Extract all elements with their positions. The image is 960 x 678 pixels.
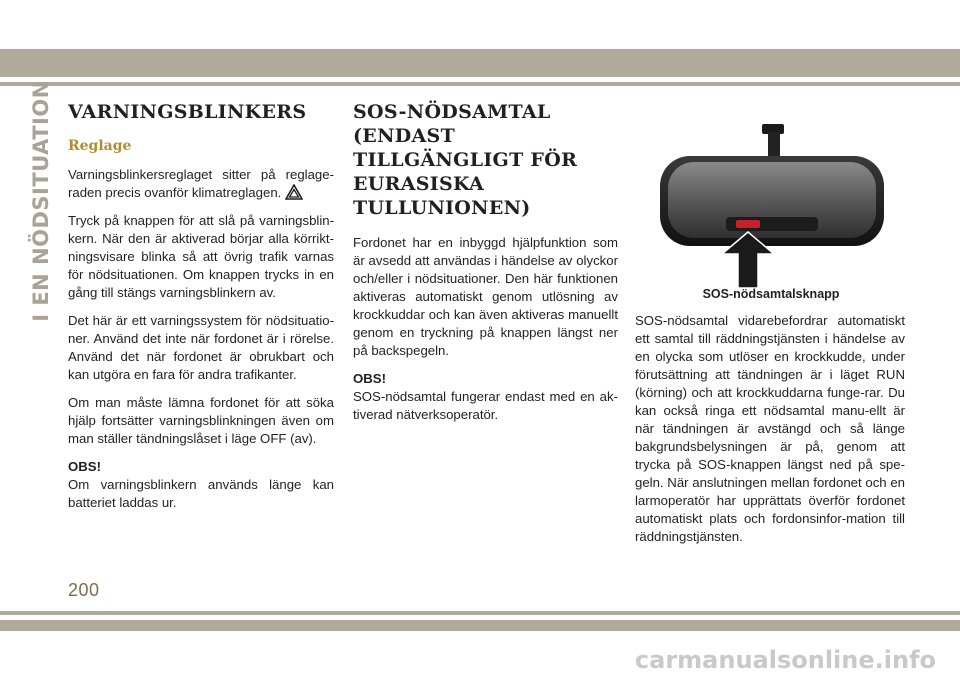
section-side-tab-label: I EN NÖDSITUATION bbox=[29, 80, 53, 322]
sos-description-column bbox=[635, 312, 905, 556]
sos-note-text: SOS-nödsamtal fungerar endast med en ak-tiverad nätverksoperatör. bbox=[353, 389, 618, 422]
figure-caption: SOS-nödsamtalsknapp bbox=[702, 287, 840, 301]
bottom-decorative-line bbox=[0, 611, 960, 615]
sos-call-paragraph-1: Fordonet har en inbyggd hjälpfunktion som är avsedd att användas i händelse av olyckor och/eller i nödsituationer. Den här funktionen aktiveras automatiskt genom utlösning av krockkuddar och kan även aktiveras manuellt genom en tryckning på knappen längst ner på backspegeln. bbox=[353, 235, 618, 358]
sos-call-column bbox=[353, 100, 618, 434]
rearview-mirror-figure bbox=[640, 122, 902, 292]
sos-call-note bbox=[353, 370, 618, 424]
rearview-mirror-illustration bbox=[640, 122, 902, 292]
hazard-lights-paragraph-1 bbox=[68, 166, 334, 202]
note-text: Om varningsblinkern används länge kan batteriet laddas ur. bbox=[68, 477, 334, 510]
hazard-lights-paragraph-4: Om man måste lämna fordonet för att söka hjälp fortsätter varningsblinkningen även om man ställer tändningslåset i läge OFF (av). bbox=[68, 395, 334, 446]
watermark: carmanualsonline.info bbox=[634, 646, 936, 674]
hazard-lights-heading: VARNINGSBLINKERS bbox=[68, 101, 307, 123]
section-side-tab bbox=[29, 80, 53, 322]
note-label: OBS! bbox=[68, 459, 101, 474]
controls-subheading: Reglage bbox=[68, 138, 132, 154]
top-decorative-band bbox=[0, 49, 960, 77]
hazard-lights-column bbox=[68, 100, 334, 522]
hazard-warning-icon bbox=[285, 184, 303, 200]
top-decorative-line bbox=[0, 82, 960, 86]
sos-call-heading: SOS-NÖDSAMTAL (ENDAST TILLGÄNGLIGT FÖR EURASISKA TULLUNIONEN) bbox=[353, 101, 578, 219]
bottom-decorative-band bbox=[0, 620, 960, 631]
hazard-lights-paragraph-2: Tryck på knappen för att slå på varningsblin-kern. När den är aktiverad börjar alla körrikt-ningsvisare blinka så att övrig trafik varnas för nödsituationen. Om knappen trycks in en gång till stängs varningsblinkern av. bbox=[68, 213, 334, 300]
sos-note-label: OBS! bbox=[353, 371, 386, 386]
sos-description-paragraph: SOS-nödsamtal vidarebefordrar automatiskt ett samtal till räddningstjänsten i händelse av en olycka som utlöser en krockkudde, under förutsättning att tändningen är i läget RUN (körning) och att krockkuddarna funge-rar. Du kan också ringa ett nödsamtal manu-ellt är när tändningen är avstängd och så länge bakgrundsbelysningen är på, genom att trycka på SOS-knappen längst ned på spe-geln. När anslutningen mellan fordonet och en larmoperatör har upprättats överför fordonet automatiskt plats och fordonsinfor-mation till räddningstjänsten. bbox=[635, 313, 905, 544]
hazard-lights-paragraph-3: Det här är ett varningssystem för nödsituatio-ner. Använd det inte när fordonet är i rörelse. Använd det när fordonet är obrukbart och kan utgöra en fara för andra trafikanter. bbox=[68, 313, 334, 382]
hazard-lights-paragraph-1-text: Varningsblinkersreglaget sitter på reglage-raden precis ovanför klimatreglagen. bbox=[68, 167, 334, 200]
page-number: 200 bbox=[68, 580, 100, 600]
hazard-lights-note bbox=[68, 458, 334, 512]
